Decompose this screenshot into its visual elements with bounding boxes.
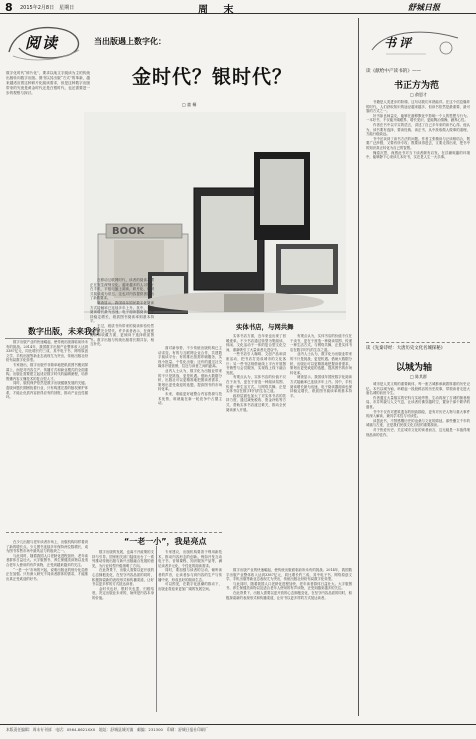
review1-body: 书籍是人类进步的阶梯，这句话我们耳熟能详。在这个信息爆炸的时代，人们获取知识的途径越来越多，但读书依然是最重要、最可靠的方式之一。 好书如良师益友，能够在潜移默化中影响一个人的思想与行为。一本好书，不仅能开阔眼界、增长见识，更能陶冶情操、涵养心性。 作者在书中以平实的语言，讲述了自己多年来的读书心得。他认为，读书要有选择，要读经典、读正书，从中汲取做人做事的道理，方能行稳致远。 书中还谈到了读书方法的问题。作者主张精读与泛读相结合，既要广泛涉猎，又要有所专攻；既要读得进去，又要走得出来，把书中的知识真正转化为自己的智慧。 掩卷沉思，深感此书对当下读者颇有启发。在浮躁喧嚣的环境中，能够静下心来读几本好书，实在是人生一大乐事。 [366,100,470,160]
book-review-badge-label: 书评 [384,36,415,50]
text-column-7: 数字出版的发展，也离不开政策的支持与引导。国家相关部门陆续出台了一系列推动传统出版与新兴出版融合发展的意见，为行业转型升级指明了方向。 在此背景下，出版人需要以更开放的心态拥抱变化，在坚守内容品质的同时，积极探索新的表现形式和传播渠道，让好书以更多样的方式抵达读者。 金时代也好，银时代也罢，归根结底，决定出版业未来的，始终是内容本身的价值。 [92,550,154,600]
page-number: 8 [5,1,13,14]
review1-title: 书正方为范 [394,81,440,91]
book-review-badge [366,22,466,62]
reading-badge-label: 阅读 [25,34,60,52]
section2-title: “一老一小”，我是亮点 [124,537,207,546]
byline: □ 童 桐 [182,102,197,107]
text-column-1: 数字出版产业的快速崛起，使传统出版面临前所未有的挑战。2014年，我国数字出版产业整体收入达到3387亿元，同比增长约三成，其中电子书、网络原创文学、手机出版等新业态表现尤为突出，传统出版社纷纷布局数字化转型。 专家指出，数字出版并非简单地把纸质图书搬到屏幕上，而是对内容生产、传播方式和商业模式的全面重构。出版社需要建立起适应数字时代的编辑流程，培养既懂内容又懂技术的复合型人才。 同时，版权保护依然是数字出版健康发展的关键。盗版问题长期困扰着行业，只有构建完善的版权保护体系，才能让优质内容获得应有的回报，推动产业良性循环。 [6,340,88,400]
review1-author: □ 俞恩才 [410,92,428,97]
footer-info: 本版责任编辑：周末专刊部 电话：0564-8621XXX 地址：舒城县城关镇 邮编：231300 印刷：舒城日报社印刷厂 [6,727,209,732]
section-name: 周 末 [198,5,240,16]
review2-source: 读《先秦诗经：大唐历史文化名城探秘》 [366,346,446,351]
text-column-2: 在移动互联网时代，读者的阅读习惯正在发生深刻变化。越来越多的人习惯于在手机、平板电脑上阅读，碎片化、快餐式阅读成为常态，这也对内容提供者提出了新的要求。 调查显示，我国成年国民数字化阅读方式接触率已连续多年上升。其中，手机阅读增长最为迅速，电子阅读器阅读也保持稳定增长，纸质图书阅读率则基本持平。 不过，纸质书所带来的阅读体验仍然无法被完全替代。许多读者表示，在深度阅读和收藏方面，更倾向于选择纸质图书。数字出版与传统出版将长期共存、相互补充。 [90,278,154,347]
review2-author: □ 陈其群 [410,374,428,379]
text-column-5: 有观点认为，实体书店的价值不仅在于卖书，更在于营造一种阅读氛围、传递一种生活方式。与网络共舞，正是实体书店在数字时代的生存之道。 业内人士认为，数字化为出版业带来的不只是挑战，更是机遇。借助大数据分析，出版社可以更精准地把握读者需求，策划出更受欢迎的选题，提高图书的市场转化率。 调查显示，我国成年国民数字化阅读方式接触率已连续多年上升。其中，手机阅读增长最为迅速，电子阅读器阅读也保持稳定增长，纸质图书阅读率则基本持平。 [290,334,352,398]
text-column-6: 在少儿出版与老年读者市场上，出版机构同样看到了新的增长点。少儿图书连续多年保持两位数增长，成为图书零售市场中最具活力的板块之一。 与此同时，随着我国人口老龄化进程加快，老年读者群体日益壮大。大字版图书、养生保健类读物以及适合老年人使用的有声读物，正受到越来越多的关注。 “一老一小”市场的兴起，说明出版业的细分化趋势正在加强。只有深入研究不同读者群体的需求，才能推出真正受欢迎的好书。 [6,540,88,581]
book-review-column [362,16,472,716]
issue-date: 2015年2月8日 星期日 [20,5,75,11]
svg-text:BOOK: BOOK [112,226,145,237]
reading-badge [5,22,87,62]
section-rule [5,338,91,339]
text-column-4: 实体书店方面，近年来也出现了回暖迹象。不少书店通过转型为集阅读、休闲、文化活动于一体的复合型文化空间，重新吸引了大量读者走进店中。 一些书店引入咖啡、文创产品和讲座活动，把书店打造成城市的文化客厅；另一些书店则借助线上平台开展图书销售与会员服务，实现线上线下融合发展。 有观点认为，实体书店的价值不仅在于卖书，更在于营造一种阅读氛围、传递一种生活方式。与网络共舞，正是实体书店在数字时代的生存之道。 政府层面也加大了对实体书店的扶持力度，通过减免税收、资金补贴等方式，帮助实体书店渡过难关，推动全民阅读深入开展。 [226,334,286,412]
reading-feature [0,16,356,716]
page-divider [358,18,359,716]
column-rule [156,546,157,712]
kicker: 当出版遇上数字化： [94,37,166,46]
photo-caption: 实体书店，与网共舞 [236,323,294,331]
lower-divider [6,532,222,533]
headline: 金时代？银时代？ [132,66,293,88]
text-column-3: 面对新形势，不少传统出版机构已主动求变。有的与互联网企业合作，共建数字阅读平台；有的推出按需印刷服务，实现小批量、个性化出版；还有的通过社交媒体开展营销，拉近与读者之间的距离。 业内人士认为，数字化为出版业带来的不只是挑战，更是机遇。借助大数据分析，出版社可以更精准地把握读者需求，策划出更受欢迎的选题，提高图书的市场转化率。 未来，谁能更好地整合内容资源与技术优势，谁就能在新一轮竞争中占据主动。 [158,346,222,406]
book-ornament-icon [366,22,466,62]
review2-title: 以城为轴 [396,363,433,373]
section-title: 数字出版，未来我行 [28,327,100,336]
lede: 数字化时代“碎片化”，要求以纯文字阅读为主的传统出版转向数字出版。图书以其出版“方式”的革新，越来越适应着这种碎片化阅读需求，但是这种数字出版带来的究竟是黄金时代还是白银时代，也还需要进一步的观察与探讨。 [6,71,90,95]
review1-source: 读《献给中产读书的》—— [366,69,422,74]
text-column-8: 专家建议，出版机构要善于利用新技术，推动内容形态的创新。例如开发互动电子书、音频课程、知识服务产品等，满足读者多元化、个性化的阅读需求。 同时，要加强与读者的互动，倾听读者的声音，让读者参与到内容的生产与传播中来，形成良好的阅读生态。 可以预见，在数字化浪潮的推动下，出版业将迎来更加广阔的发展空间。 [158,550,222,591]
footer-rule [0,724,476,725]
review2-body: 城市是人类文明的重要载体，每一座古城都承载着厚重的历史记忆。本书以城为轴，串联起一段段鲜活的历史故事，带领读者走进大唐名城的前世今生。 作者通过大量翔实的史料与实地考察，生动再现了古城的街巷格局、市井风貌与人文气息，让读者仿佛穿越时空，置身于那个繁华的盛世。 书中不仅有对建筑遗存的细致描绘，更有对历史人物与重大事件的深入解读，兼具学术性与可读性。 读罢此书，不禁感慨历史的沧桑与文化的绵延。那些矗立千年的城墙与古迹，正是我们民族文化自信的重要源泉。 对于热爱历史、关注城市文化的读者而言，这无疑是一本值得细细品读的佳作。 [366,382,470,437]
review-divider [366,342,470,343]
masthead-logo: 舒城日报 [408,2,440,12]
text-column-9: 数字出版产业的快速崛起，使传统出版面临前所未有的挑战。2014年，我国数字出版产业整体收入达到3387亿元，同比增长约三成，其中电子书、网络原创文学、手机出版等新业态表现尤为突出，传统出版社纷纷布局数字化转型。 与此同时，随着我国人口老龄化进程加快，老年读者群体日益壮大。大字版图书、养生保健类读物以及适合老年人使用的有声读物，正受到越来越多的关注。 在此背景下，出版人需要以更开放的心态拥抱变化，在坚守内容品质的同时，积极探索新的表现形式和传播渠道，让好书以更多样的方式抵达读者。 [226,568,352,600]
page-header [0,0,476,14]
